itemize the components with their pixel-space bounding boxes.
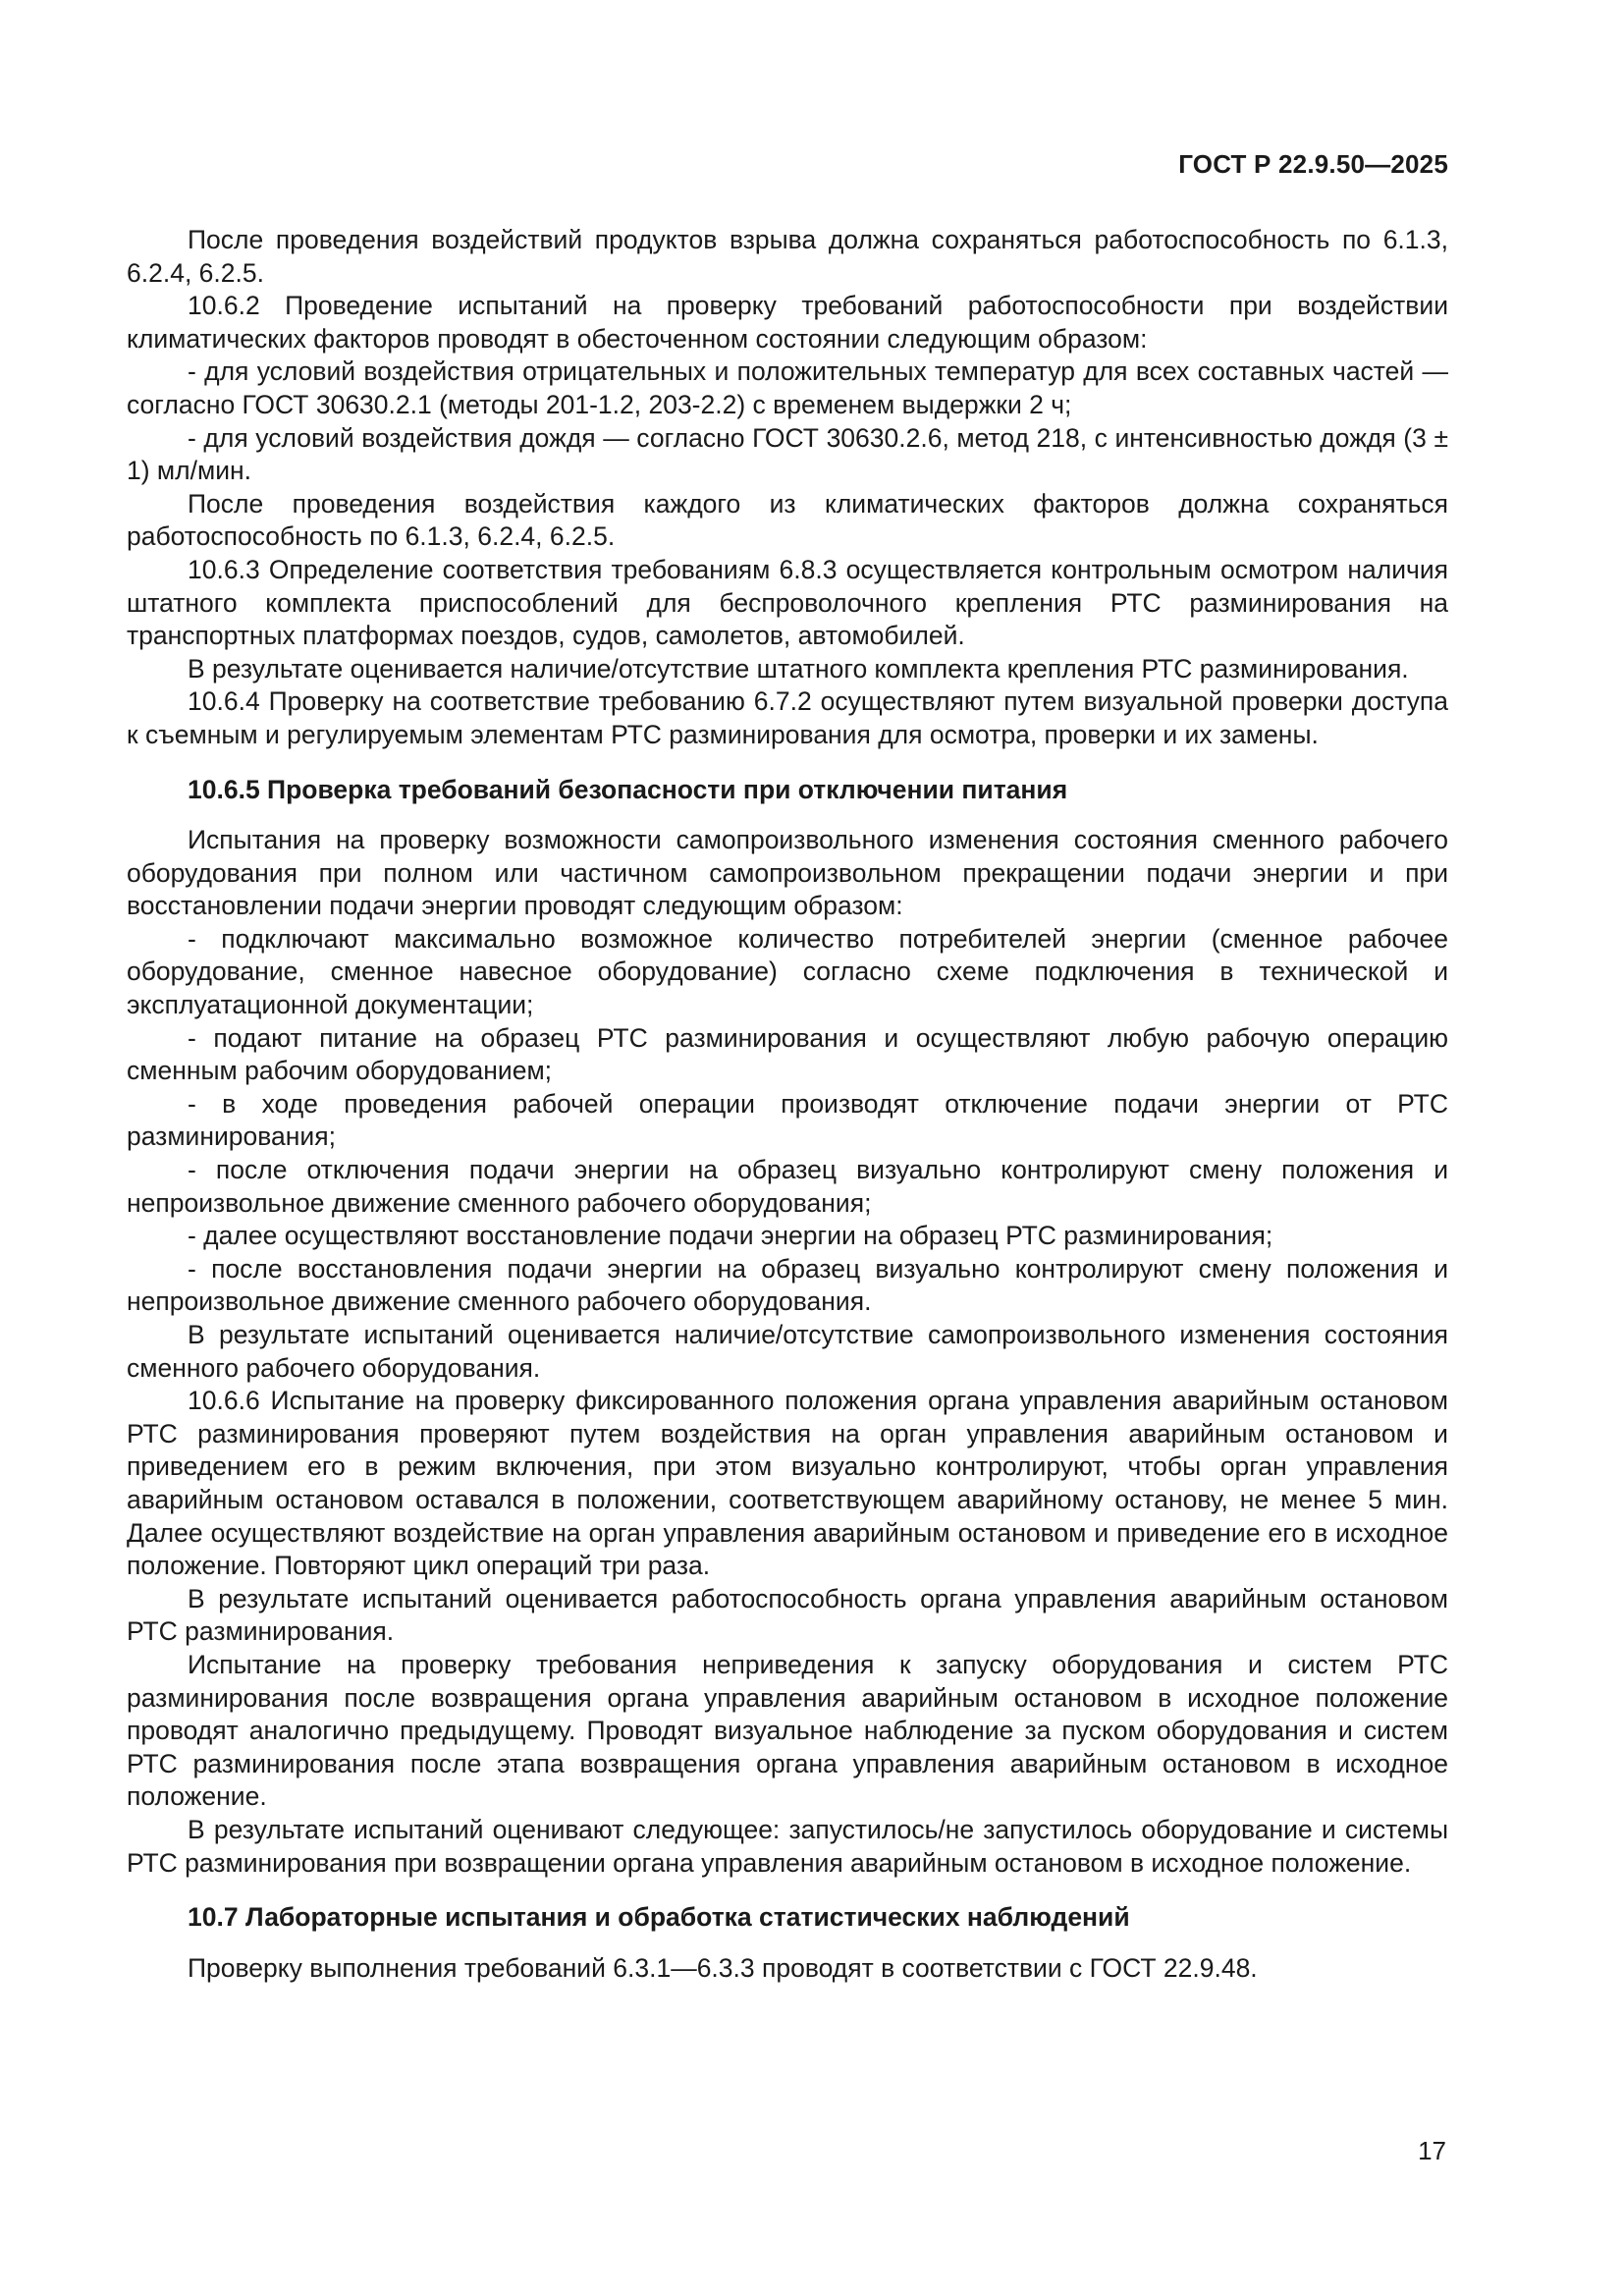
list-item: - подключают максимально возможное количество потребителей энергии (сменное рабочее оборудование, сменное навесное оборудование) согласно схеме подключения в технической и эксплуатационной документации;	[127, 923, 1448, 1020]
section-heading-10-6-5: 10.6.5 Проверка требований безопасности при отключении питания	[188, 774, 1068, 804]
clause-10-6-3: 10.6.3 Определение соответствия требованиям 6.8.3 осуществляется контрольным осмотром наличия штатного комплекта приспособлений для беспроволочного крепления РТС разминирования на транспортных платформах поездов, судов, самолетов, автомобилей.	[127, 554, 1448, 651]
paragraph: В результате испытаний оценивается наличие/отсутствие самопроизвольного изменения состояния сменного рабочего оборудования.	[127, 1320, 1448, 1383]
paragraph: После проведения воздействий продуктов взрыва должна сохраняться работоспособность по 6.1.3, 6.2.4, 6.2.5.	[127, 225, 1448, 288]
paragraph: В результате испытаний оценивают следующее: запустилось/не запустилось оборудование и системы РТС разминирования при возвращении органа управления аварийным остановом в исходное положение.	[127, 1814, 1448, 1878]
document-body	[127, 224, 1448, 1985]
paragraph: В результате испытаний оценивается работоспособность органа управления аварийным остановом РТС разминирования.	[127, 1583, 1448, 1647]
list-item: - подают питание на образец РТС разминирования и осуществляют любую рабочую операцию сменным рабочим оборудованием;	[127, 1022, 1448, 1086]
paragraph: Испытания на проверку возможности самопроизвольного изменения состояния сменного рабочего оборудования при полном или частичном самопроизвольном прекращении подачи энергии и при восстановлении подачи энергии проводят следующим образом:	[127, 825, 1448, 921]
clause-10-6-4: 10.6.4 Проверку на соответствие требованию 6.7.2 осуществляют путем визуальной проверки доступа к съемным и регулируемым элементам РТС разминирования для осмотра, проверки и их замены.	[127, 686, 1448, 749]
list-item: - после отключения подачи энергии на образец визуально контролируют смену положения и непроизвольное движение сменного рабочего оборудования;	[127, 1155, 1448, 1218]
list-item: - после восстановления подачи энергии на образец визуально контролируют смену положения и непроизвольное движение сменного рабочего оборудования.	[127, 1253, 1448, 1317]
list-item: - для условий воздействия отрицательных и положительных температур для всех составных частей — согласно ГОСТ 30630.2.1 (методы 201-1.2, 203-2.2) с временем выдержки 2 ч;	[127, 356, 1448, 419]
list-item: - далее осуществляют восстановление подачи энергии на образец РТС разминирования;	[188, 1221, 1273, 1251]
list-item: - в ходе проведения рабочей операции производят отключение подачи энергии от РТС разминирования;	[127, 1088, 1448, 1152]
paragraph: Испытание на проверку требования неприведения к запуску оборудования и систем РТС разминирования после возвращения органа управления аварийным остановом в исходное положение проводят аналогично предыдущему. Проводят визуальное наблюдение за пуском оборудования и систем РТС разминирования после этапа возвращения органа управления аварийным остановом в исходное положение.	[127, 1649, 1448, 1812]
paragraph: Проверку выполнения требований 6.3.1—6.3.3 проводят в соответствии с ГОСТ 22.9.48.	[188, 1952, 1258, 1983]
list-item: - для условий воздействия дождя — согласно ГОСТ 30630.2.6, метод 218, с интенсивностью дождя (3 ± 1) мл/мин.	[127, 422, 1448, 486]
clause-10-6-2: 10.6.2 Проведение испытаний на проверку требований работоспособности при воздействии климатических факторов проводят в обесточенном состоянии следующим образом:	[127, 291, 1448, 354]
clause-10-6-6: 10.6.6 Испытание на проверку фиксированного положения органа управления аварийным остановом РТС разминирования проверяют путем воздействия на орган управления аварийным остановом и приведением его в режим включения, при этом визуально контролируют, чтобы орган управления аварийным остановом оставался в положении, соответствующем аварийному останову, не менее 5 мин. Далее осуществляют воздействие на орган управления аварийным остановом и приведение его в исходное положение. Повторяют цикл операций три раза.	[127, 1386, 1448, 1581]
section-heading-10-7: 10.7 Лабораторные испытания и обработка статистических наблюдений	[188, 1902, 1130, 1933]
paragraph: После проведения воздействия каждого из климатических факторов должна сохраняться работоспособность по 6.1.3, 6.2.4, 6.2.5.	[127, 488, 1448, 552]
document-code: ГОСТ Р 22.9.50—2025	[1178, 149, 1448, 179]
page-number: 17	[1418, 2136, 1446, 2165]
paragraph: В результате оценивается наличие/отсутствие штатного комплекта крепления РТС разминирования.	[188, 653, 1409, 683]
